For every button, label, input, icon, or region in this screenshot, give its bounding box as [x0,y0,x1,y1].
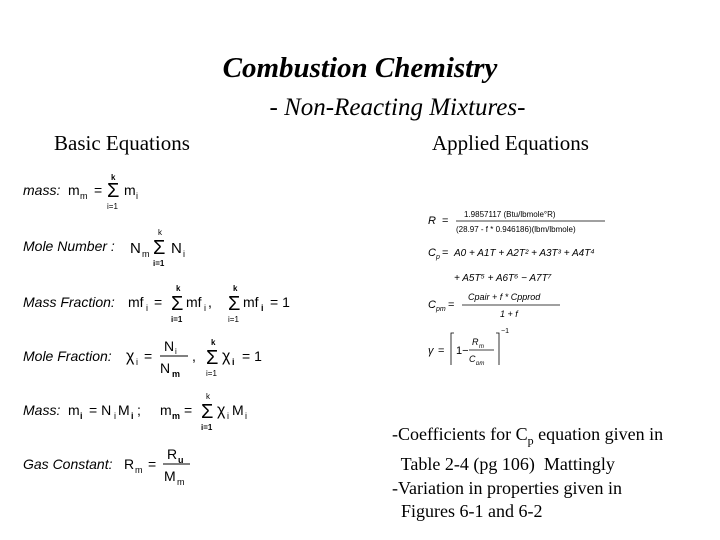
svg-text:R: R [472,337,479,347]
svg-text:m: m [80,191,88,201]
svg-text:k: k [206,392,210,401]
svg-text:i=1: i=1 [153,259,165,268]
svg-text:i: i [245,411,247,421]
note-line1-pre: -Coefficients for C [392,424,528,444]
svg-text:i=1: i=1 [171,315,183,324]
svg-text:mf: mf [243,294,259,310]
svg-text:C: C [428,247,436,259]
svg-text:k: k [211,338,216,347]
svg-text:=: = [154,294,163,310]
mole-fraction-equation [23,338,262,379]
svg-text:R: R [428,215,436,227]
svg-text:M: M [232,402,244,418]
notes-block [392,423,663,524]
svg-text:pm: pm [476,361,485,365]
gas-constant-label: Gas Constant: [23,456,113,472]
svg-text:=: = [148,456,157,472]
svg-text:= 1: = 1 [242,348,262,364]
svg-text:i=1: i=1 [201,423,213,432]
svg-text:= 1: = 1 [270,294,290,310]
svg-text:C: C [428,299,436,311]
svg-text:m: m [135,465,143,475]
svg-text:γ: γ [428,345,434,357]
mass-equation [23,173,138,211]
svg-text:=: = [442,247,449,259]
slide-title: Combustion Chemistry [222,52,498,84]
applied-equations-block [420,195,620,365]
svg-text:m: m [479,344,484,350]
svg-text:M: M [164,468,176,484]
svg-text:u: u [178,455,184,465]
svg-text:m: m [124,182,136,198]
svg-text:=: = [184,402,193,418]
svg-text:i: i [232,357,235,367]
svg-text:p: p [436,254,440,261]
note-line1-post: equation given in [533,424,664,444]
svg-text:,: , [192,348,196,364]
svg-text:i=1: i=1 [228,315,239,324]
svg-text:N: N [164,338,175,354]
svg-text:m: m [172,411,181,421]
note-line4: Figures 6-1 and 6-2 [392,501,543,522]
gamma-equation [428,328,509,365]
mass-fraction-label: Mass Fraction: [23,294,115,310]
svg-text:=: = [448,299,455,311]
svg-text:;: ; [137,402,141,418]
svg-text:= N: = N [89,402,112,418]
svg-text:=: = [438,345,445,357]
cpm-equation [428,292,560,319]
sigma-icon: Σ [228,293,241,315]
cp-line2: + A5T⁵ + A6T⁶ − A7T⁷ [454,273,552,284]
svg-text:N: N [160,360,171,376]
svg-text:=: = [144,348,153,364]
mass-label: mass: [23,182,61,198]
mass-fraction-equation [23,284,290,324]
svg-text:,: , [208,294,212,310]
svg-text:=: = [94,182,103,198]
svg-text:1−: 1− [456,345,469,357]
svg-text:i: i [261,303,264,313]
svg-text:k: k [233,284,238,293]
svg-text:m: m [160,402,172,418]
svg-text:i: i [131,411,134,421]
slide-subtitle: - Non-Reacting Mixtures- [269,94,526,121]
mass2-label: Mass: [23,402,61,418]
sigma-icon: Σ [206,347,219,369]
svg-text:pm: pm [436,306,446,313]
svg-text:χ: χ [126,348,135,365]
svg-text:i: i [204,303,206,313]
svg-text:−1: −1 [501,328,509,335]
mole-fraction-label: Mole Fraction: [23,348,112,364]
sigma-icon: Σ [153,237,166,259]
svg-text:i: i [136,357,138,367]
svg-text:m: m [177,477,185,487]
applied-gas-constant-equation [428,210,605,234]
basic-equations-block [0,165,330,500]
basic-equations-heading: Basic Equations [54,131,190,155]
svg-text:χ: χ [222,348,231,365]
svg-text:m: m [172,369,181,379]
mass-molar-equation [23,392,247,432]
cp-line1: A0 + A1T + A2T² + A3T³ + A4T⁴ [454,248,595,259]
svg-text:C: C [469,354,476,364]
svg-text:i: i [175,347,177,356]
note-line3: -Variation in properties given in [392,477,622,498]
svg-text:M: M [118,402,130,418]
svg-text:i: i [227,411,229,421]
mole-number-equation [23,228,185,268]
sum-upper: k [111,173,116,182]
svg-text:m: m [68,182,80,198]
svg-text:i: i [80,411,83,421]
svg-text:i: i [136,191,138,201]
sigma-icon: Σ [171,293,184,315]
svg-text:N: N [130,240,141,257]
svg-text:m: m [142,249,150,259]
svg-text:R: R [124,456,135,472]
svg-text:N: N [171,240,182,257]
svg-text:mf: mf [186,294,202,310]
sigma-icon: Σ [107,180,120,202]
sigma-icon: Σ [201,401,214,423]
svg-text:i: i [146,303,148,313]
cpm-denominator: 1 + f [500,309,518,319]
gas-constant-numerator: 1.9857117 (Btu/lbmole°R) [464,210,556,219]
svg-text:i=1: i=1 [206,369,217,378]
note-line2: Table 2-4 (pg 106) Mattingly [392,454,615,475]
svg-text:i: i [114,411,116,421]
applied-equations-heading: Applied Equations [432,131,589,155]
mole-number-label: Mole Number : [23,238,115,254]
svg-text:i: i [183,249,185,259]
svg-text:χ: χ [217,402,226,419]
svg-text:R: R [167,446,178,462]
note-line1-sub: p [527,433,534,448]
gas-constant-denominator: (28.97 - f * 0.946186)(lbm/lbmole) [456,225,576,234]
cpm-numerator: Cpair + f * Cpprod [468,292,541,302]
gas-constant-equation [23,446,190,487]
svg-text:mf: mf [128,294,144,310]
sum-lower: i=1 [107,202,118,211]
cp-equation [428,247,595,284]
svg-text:m: m [68,402,80,418]
svg-text:=: = [442,215,449,227]
svg-text:k: k [176,284,181,293]
svg-text:k: k [158,228,162,237]
